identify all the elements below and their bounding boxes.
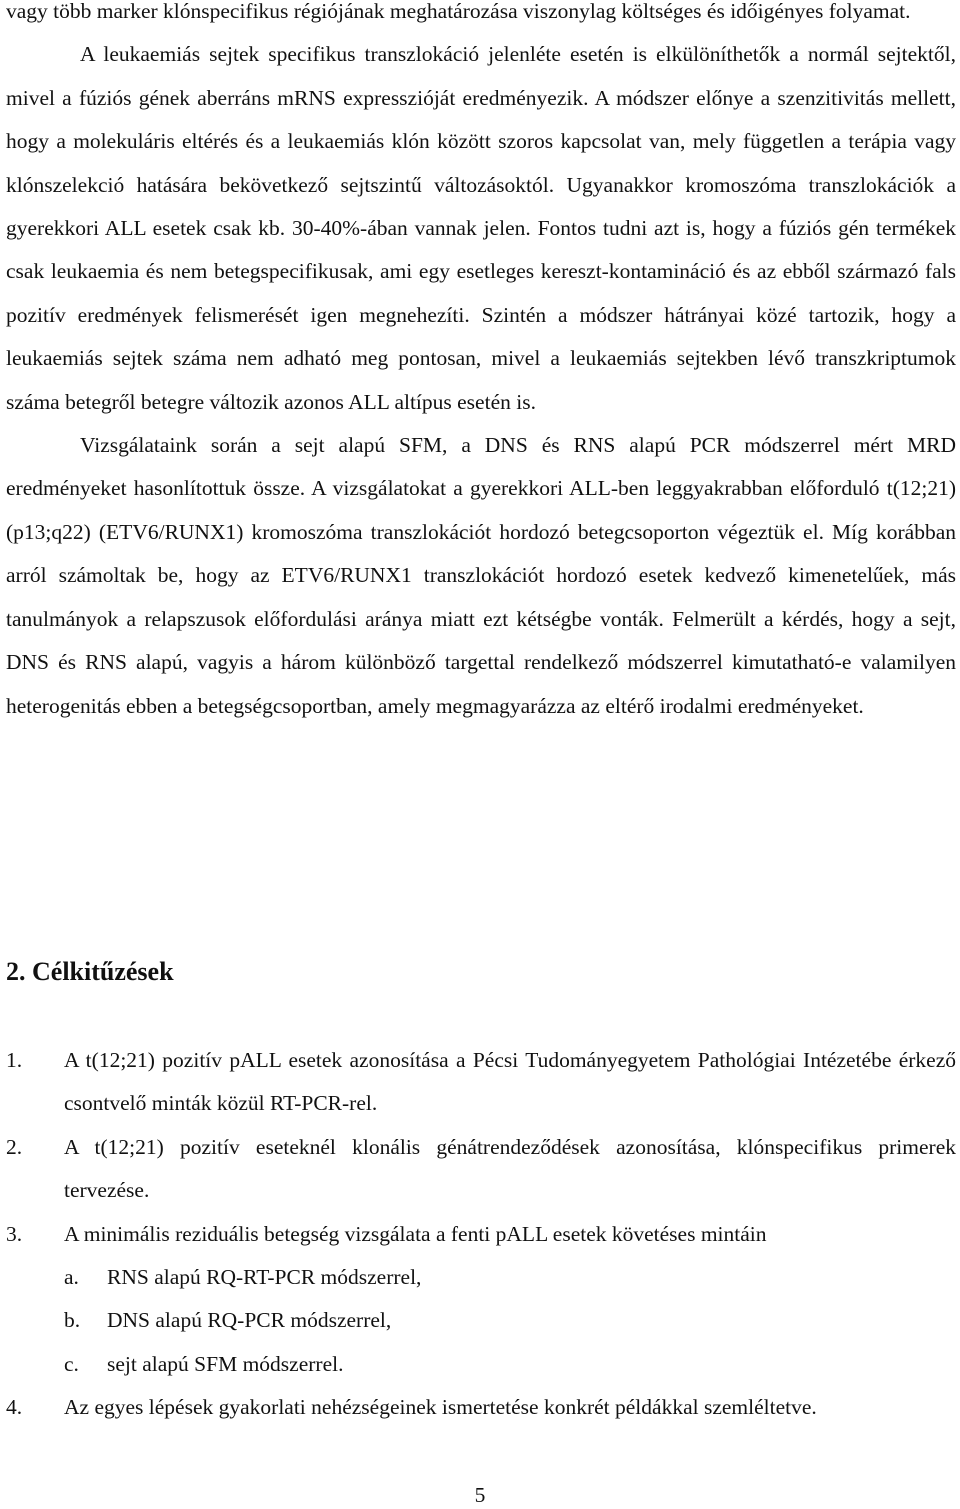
paragraph: A leukaemiás sejtek specifikus transzlokáció jelenléte esetén is elkülöníthetők a normál sejtektől, mivel a fúziós gének aberráns mRNS expresszióját eredményezik. A módszer előnye a szenzitivitás mellett, hogy a molekuláris eltérés és a leukaemiás klón között szoros kapcsolat van, mely független a terápia vagy klónszelekció hatására bekövetkező sejtszintű változásoktól. Ugyanakkor kromoszóma transzlokációk a gyerekkori ALL esetek csak kb. 30-40%-ában vannak jelen. Fontos tudni azt is, hogy a fúziós gén termékek csak leukaemia és nem betegspecifikusak, ami egy esetleges kereszt-kontamináció és az ebből származó fals pozitív eredmények felismerését igen megnehezíti. Szintén a módszer hátrányai közé tartozik, hogy a leukaemiás sejtek száma nem adható meg pontosan, mivel a leukaemiás sejtekben lévő transzkriptumok száma betegről betegre változik azonos ALL altípus esetén is. <box>6 42 956 414</box>
list-item <box>6 1039 956 1126</box>
document-page <box>6 0 956 1509</box>
list-number: 1. <box>6 1048 23 1072</box>
objectives-list <box>6 1039 956 1430</box>
sublist-letter: b. <box>64 1308 81 1333</box>
paragraph-continuation: vagy több marker klónspecifikus régiójának meghatározása viszonylag költséges és időigényes folyamat. <box>6 0 911 23</box>
sublist-letter: a. <box>64 1265 79 1290</box>
section-heading: 2. Célkitűzések <box>6 957 174 986</box>
sublist-item <box>64 1299 956 1342</box>
list-number: 3. <box>6 1221 23 1246</box>
list-item-text: A t(12;21) pozitív eseteknél klonális génátrendeződések azonosítása, klónspecifikus primerek tervezése. <box>64 1134 956 1203</box>
list-item-text: A t(12;21) pozitív pALL esetek azonosítása a Pécsi Tudományegyetem Pathológiai Intézetébe érkező csontvelő minták közül RT-PCR-rel. <box>64 1048 956 1116</box>
body-text-block <box>6 0 956 728</box>
list-item-text: A minimális reziduális betegség vizsgálata a fenti pALL esetek követéses mintáin <box>64 1221 767 1246</box>
page-number: 5 <box>474 1483 486 1507</box>
sublist-item <box>64 1256 956 1299</box>
list-item <box>6 1386 956 1429</box>
sublist-item-text: RNS alapú RQ-RT-PCR módszerrel, <box>107 1265 422 1290</box>
list-number: 4. <box>6 1395 23 1420</box>
list-number: 2. <box>6 1134 23 1159</box>
sublist-item-text: DNS alapú RQ-PCR módszerrel, <box>107 1308 392 1333</box>
list-item-text: Az egyes lépések gyakorlati nehézségeinek ismertetése konkrét példákkal szemléltetve. <box>64 1395 817 1420</box>
list-item <box>6 1126 956 1213</box>
method-sublist <box>64 1256 956 1386</box>
sublist-letter: c. <box>64 1351 79 1376</box>
sublist-item-text: sejt alapú SFM módszerrel. <box>107 1351 344 1376</box>
list-item <box>6 1213 956 1387</box>
paragraph: Vizsgálataink során a sejt alapú SFM, a DNS és RNS alapú PCR módszerrel mért MRD eredményeket hasonlítottuk össze. A vizsgálatokat a gyerekkori ALL-ben leggyakrabban előforduló t(12;21)(p13;q22) (ETV6/RUNX1) kromoszóma transzlokációt hordozó betegcsoporton végeztük el. Míg korábban arról számoltak be, hogy az ETV6/RUNX1 transzlokációt hordozó esetek kedvező kimenetelűek, más tanulmányok a relapszusok előfordulási aránya miatt ezt kétségbe vonták. Felmerült a kérdés, hogy a sejt, DNS és RNS alapú, vagyis a három különböző targettal rendelkező módszerrel kimutatható-e valamilyen heterogenitás ebben a betegségcsoportban, amely megmagyarázza az eltérő irodalmi eredményeket. <box>6 433 956 718</box>
sublist-item <box>64 1343 956 1386</box>
